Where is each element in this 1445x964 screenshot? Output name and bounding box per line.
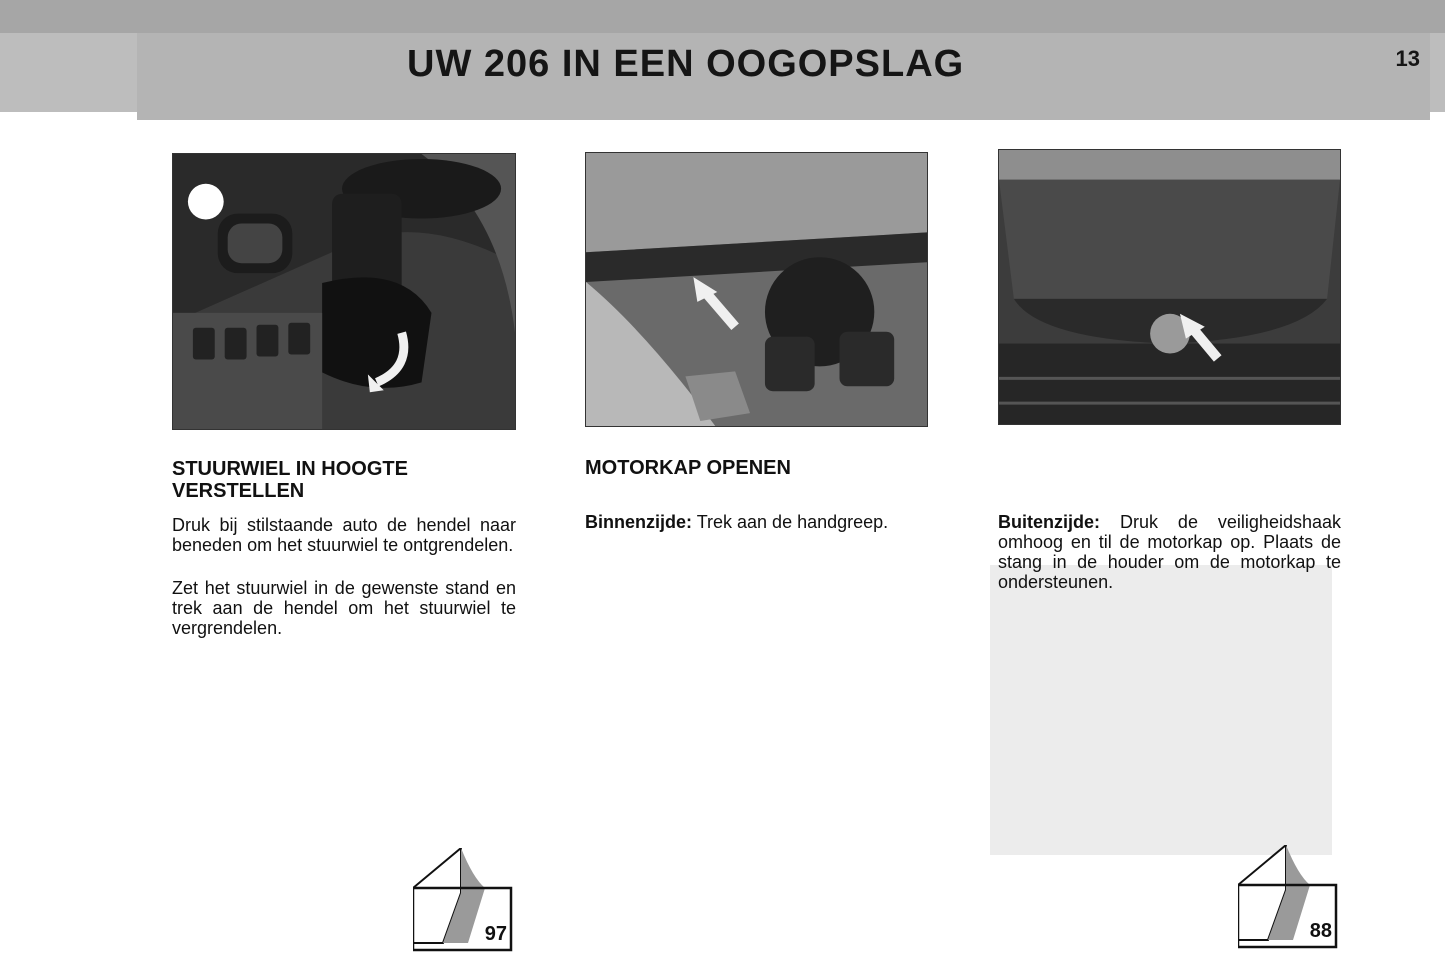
page-header [137,33,1430,120]
page-reference-number: 97 [484,923,507,945]
outer-catch-lead: Buitenzijde: [998,512,1100,532]
photo-steering-lever [172,153,516,430]
outer-catch-instruction: Druk de veiligheidshaak omhoog en til de motorkap op. Plaats de stang in de houder om de motorkap te ondersteunen. [998,512,1341,592]
page-number: 13 [1395,46,1420,71]
page-reference-number: 88 [1309,920,1332,942]
inner-release-instruction: Trek aan de handgreep. [696,512,889,532]
top-band-dark [0,0,1445,33]
page-reference-icon-97[interactable] [413,848,513,952]
inner-release-lead: Binnenzijde: [585,512,692,532]
outer-catch-text [998,512,1341,592]
steering-paragraph-1: Druk bij stilstaande auto de hendel naar beneden om het stuurwiel te ontgrendelen. [172,515,516,555]
photo-outer-catch [998,149,1341,425]
photo-inner-release [585,152,928,427]
bleed-through-panel [990,565,1332,855]
page-title: UW 206 IN EEN OOGOPSLAG [407,43,965,85]
steering-paragraph-2: Zet het stuurwiel in de gewenste stand en trek aan de hendel om het stuurwiel te vergrendelen. [172,578,516,638]
heading-hood-open: MOTORKAP OPENEN [585,457,791,479]
page-reference-icon-88[interactable] [1238,845,1338,949]
inner-release-text [585,512,928,532]
heading-steering-adjust: STUURWIEL IN HOOGTE VERSTELLEN [172,458,408,502]
